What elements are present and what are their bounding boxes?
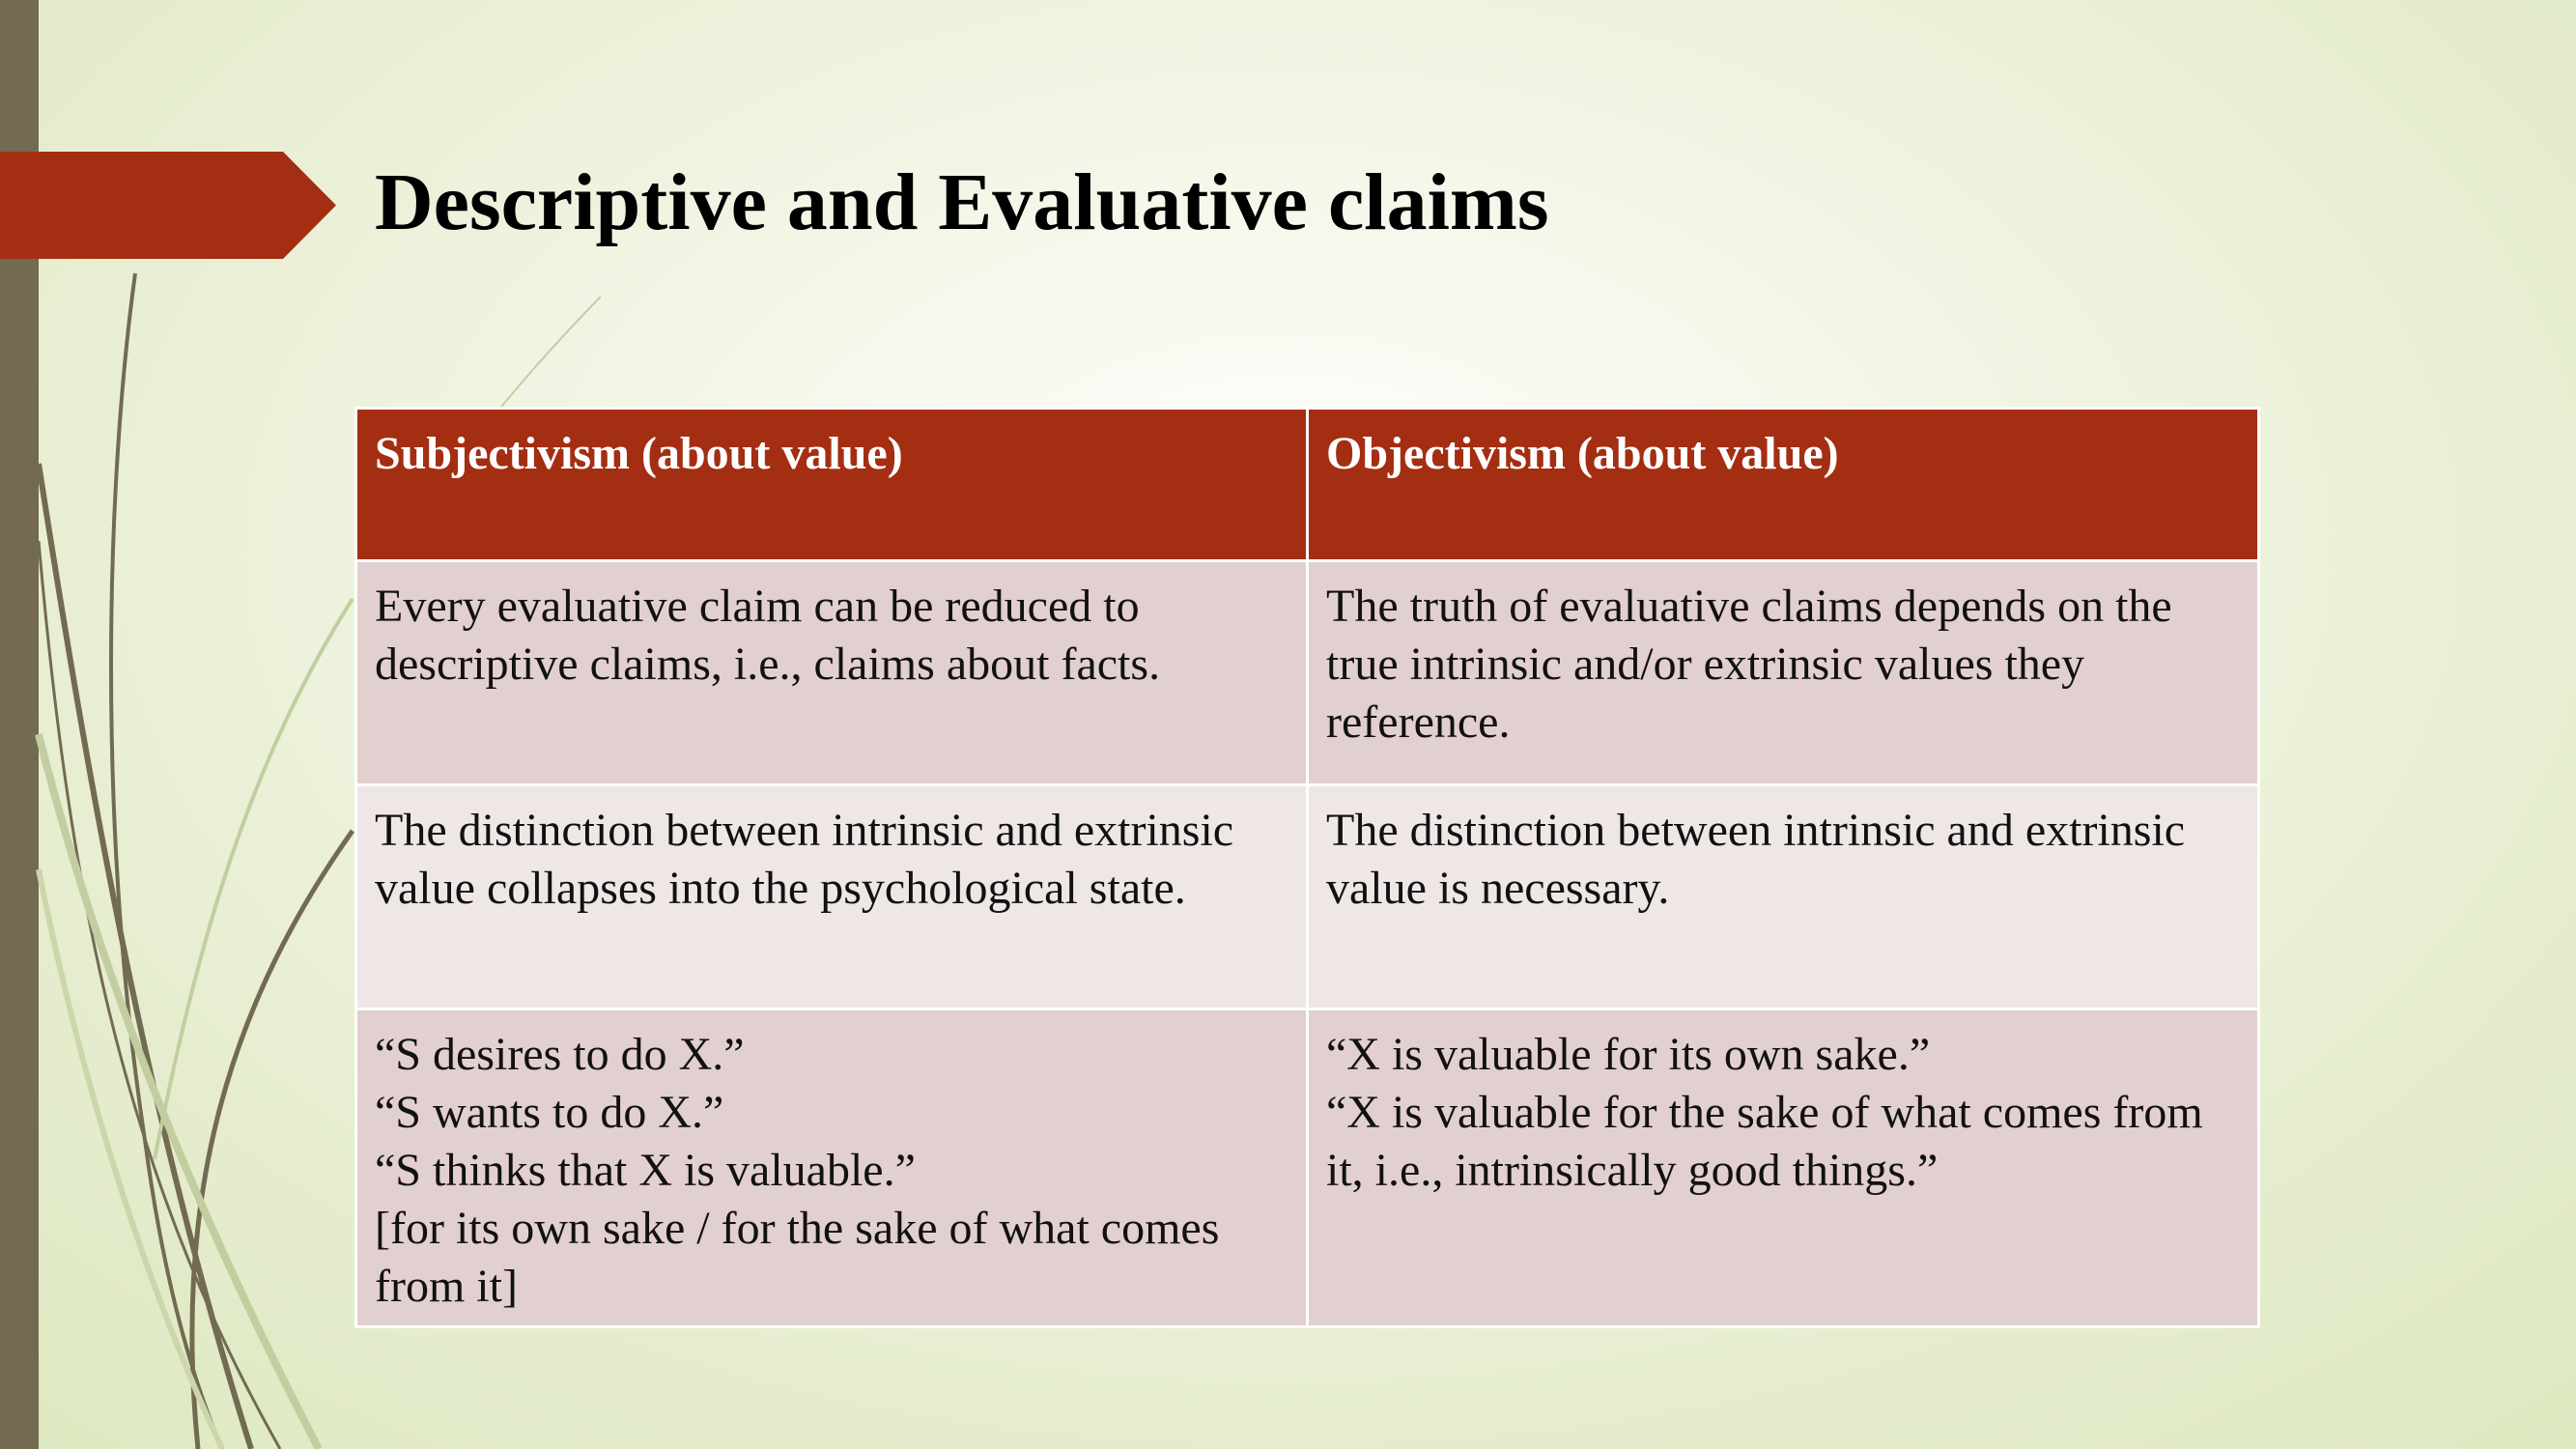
slide-title: Descriptive and Evaluative claims	[375, 157, 1549, 247]
table-cell-objectivism	[1308, 1009, 2259, 1327]
header-subjectivism: Subjectivism (about value)	[356, 409, 1308, 561]
quote-line: “X is valuable for the sake of what comes from it, i.e., intrinsically good things.”	[1326, 1087, 2203, 1196]
table-cell-subjectivism	[356, 1009, 1308, 1327]
table-cell-subjectivism: The distinction between intrinsic and extrinsic value collapses into the psychological state.	[356, 785, 1308, 1009]
table-cell-objectivism: The truth of evaluative claims depends on the true intrinsic and/or extrinsic values they reference.	[1308, 561, 2259, 785]
table-row	[356, 785, 2259, 1009]
title-arrow-shape	[0, 152, 336, 259]
quote-line: “X is valuable for its own sake.”	[1326, 1029, 1931, 1080]
quote-line: “S thinks that X is valuable.”	[375, 1145, 916, 1196]
header-objectivism: Objectivism (about value)	[1308, 409, 2259, 561]
bracket-note: [for its own sake / for the sake of what comes from it]	[375, 1203, 1220, 1312]
table-header-row	[356, 409, 2259, 561]
table-cell-subjectivism: Every evaluative claim can be reduced to descriptive claims, i.e., claims about facts.	[356, 561, 1308, 785]
table-cell-objectivism: The distinction between intrinsic and extrinsic value is necessary.	[1308, 785, 2259, 1009]
table-row	[356, 561, 2259, 785]
comparison-table	[354, 407, 2260, 1328]
table-row	[356, 1009, 2259, 1327]
quote-line: “S wants to do X.”	[375, 1087, 724, 1138]
quote-line: “S desires to do X.”	[375, 1029, 745, 1080]
